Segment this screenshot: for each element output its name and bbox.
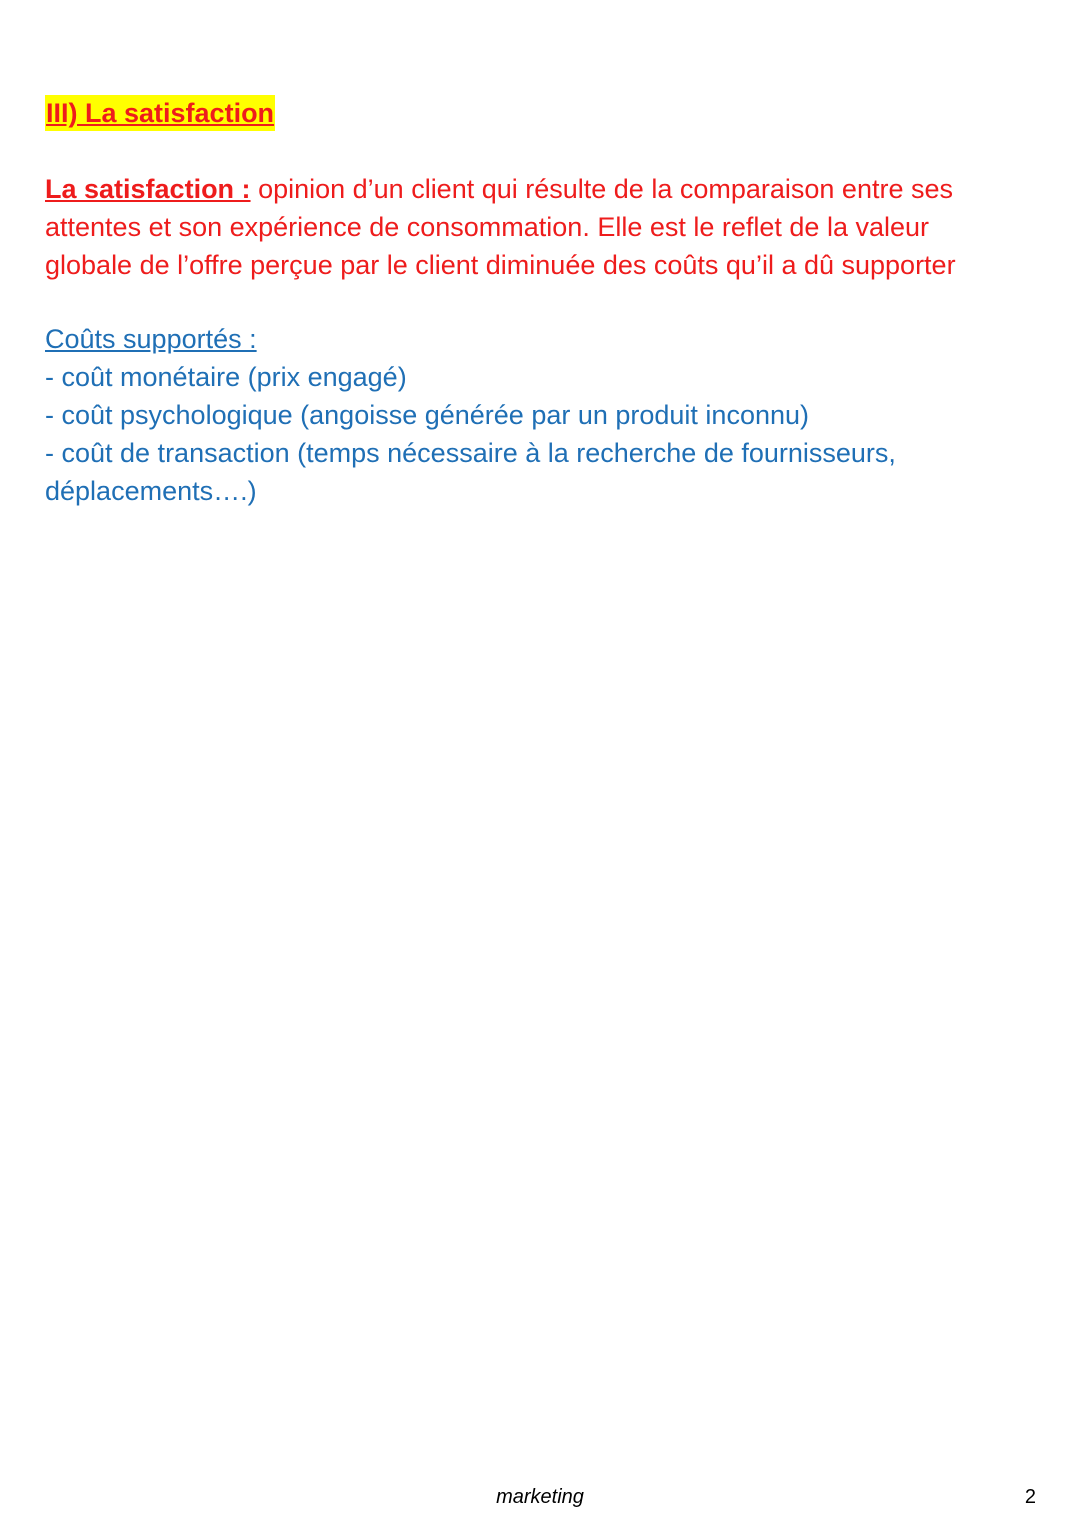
definition-text-1: opinion d’un client qui résulte de la comparaison entre ses	[258, 174, 953, 204]
costs-block	[45, 320, 1045, 510]
costs-list-item: - coût monétaire (prix engagé)	[45, 362, 407, 392]
footer-label: marketing	[496, 1486, 584, 1508]
costs-list-item: - coût psychologique (angoisse générée par un produit inconnu)	[45, 400, 810, 430]
page-number: 2	[1024, 1486, 1036, 1508]
costs-title: Coûts supportés :	[45, 324, 257, 354]
costs-list-item-continued: déplacements….)	[45, 476, 257, 506]
definition-text-2: attentes et son expérience de consommation. Elle est le reflet de la valeur	[45, 212, 929, 242]
definition-block	[45, 170, 1045, 284]
costs-list-item: - coût de transaction (temps nécessaire à la recherche de fournisseurs,	[45, 438, 896, 468]
definition-term: La satisfaction :	[45, 174, 251, 204]
definition-text-3: globale de l’offre perçue par le client diminuée des coûts qu’il a dû supporter	[45, 250, 956, 280]
definition-line-1	[45, 170, 1045, 208]
section-heading: III) La satisfaction	[45, 95, 275, 131]
